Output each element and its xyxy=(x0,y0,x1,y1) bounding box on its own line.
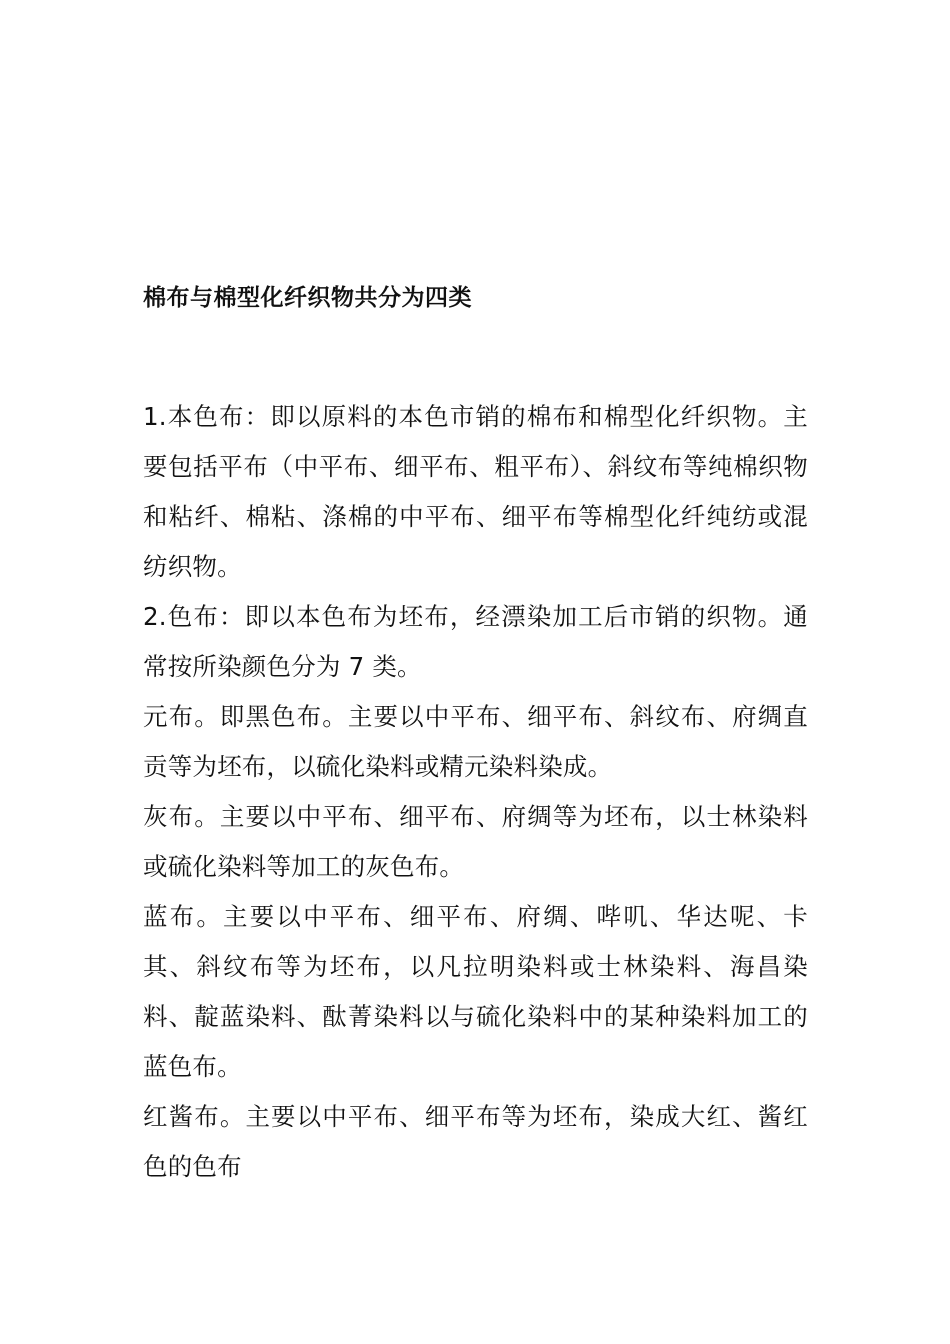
paragraph-black-cloth: 元布。即黑色布。主要以中平布、细平布、斜纹布、府绸直贡等为坯布，以硫化染料或精元染料染成。 xyxy=(143,702,808,781)
document-body xyxy=(143,392,808,1192)
paragraph-blue-cloth: 蓝布。主要以中平布、细平布、府绸、哔叽、华达呢、卡其、斜纹布等为坯布，以凡拉明染料或士林染料、海昌染料、靛蓝染料、酞菁染料以与硫化染料中的某种染料加工的蓝色布。 xyxy=(143,902,808,1081)
paragraph-red-cloth: 红酱布。主要以中平布、细平布等为坯布，染成大红、酱红色的色布 xyxy=(143,1102,808,1181)
paragraph-grey-cloth: 灰布。主要以中平布、细平布、府绸等为坯布，以士林染料或硫化染料等加工的灰色布。 xyxy=(143,802,808,881)
paragraph-dyed-cloth: 2.色布：即以本色布为坯布，经漂染加工后市销的织物。通常按所染颜色分为 7 类。 xyxy=(143,602,808,681)
document-content xyxy=(143,276,808,1192)
document-title: 棉布与棉型化纤织物共分为四类 xyxy=(143,285,472,311)
paragraph-undyed-cloth: 1.本色布：即以原料的本色市销的棉布和棉型化纤织物。主要包括平布（中平布、细平布、粗平布）、斜纹布等纯棉织物和粘纤、棉粘、涤棉的中平布、细平布等棉型化纤纯纺或混纺织物。 xyxy=(143,402,808,581)
